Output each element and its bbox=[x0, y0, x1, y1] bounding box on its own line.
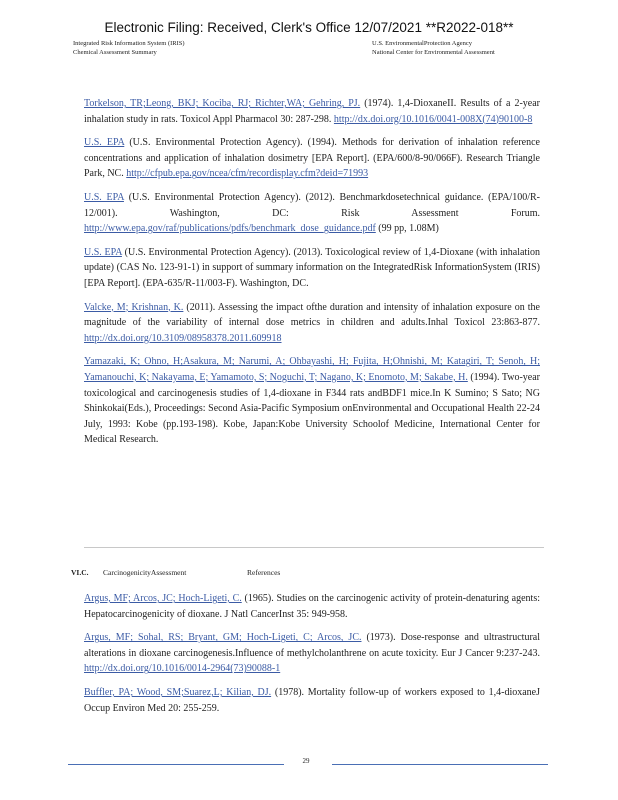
reference-entry bbox=[84, 630, 540, 677]
reference-url-link[interactable]: http://cfpub.epa.gov/ncea/cfm/recordisplay.cfm?deid=71993 bbox=[126, 168, 369, 180]
header-center: National Center for Environmental Assessment bbox=[372, 49, 495, 56]
section-divider bbox=[84, 547, 544, 548]
reference-list-bottom bbox=[84, 591, 540, 724]
section-number: VI.C. bbox=[71, 568, 89, 577]
reference-list-top bbox=[84, 96, 540, 456]
header-program: Integrated Risk Information System (IRIS) bbox=[73, 40, 185, 47]
section-heading bbox=[71, 568, 280, 577]
footer-rule-right bbox=[332, 764, 548, 765]
reference-text: (2011). Assessing the impact ofthe duration and intensity of inhalation exposure on the magnitude of the variability of internal dose metrics in children and adults.Inhal Toxicol 23:863-877. bbox=[84, 301, 540, 329]
reference-author-link[interactable]: Argus, MF; Arcos, JC; Hoch-Ligeti, C. bbox=[84, 593, 242, 604]
reference-text: (U.S. Environmental Protection Agency). (1994). Methods for derivation of inhalation reference concentrations and application of inhalation dosimetry [EPA Report]. (EPA/600/8-90/066F). Research Triangle Park, NC. bbox=[84, 137, 540, 180]
reference-entry bbox=[84, 591, 540, 622]
header-right bbox=[372, 39, 530, 57]
header-agency: U.S. EnvironmentalProtection Agency bbox=[372, 40, 473, 47]
filing-stamp: Electronic Filing: Received, Clerk's Office 12/07/2021 **R2022-018** bbox=[104, 20, 514, 35]
reference-doi-link[interactable]: http://dx.doi.org/10.1016/0014-2964(73)90088-1 bbox=[84, 663, 281, 675]
reference-entry bbox=[84, 245, 540, 292]
header-left bbox=[73, 39, 253, 57]
reference-doi-link[interactable]: http://dx.doi.org/10.3109/08958378.2011.609918 bbox=[84, 332, 282, 344]
reference-author-link[interactable]: U.S. EPA bbox=[84, 191, 124, 203]
reference-entry bbox=[84, 685, 540, 716]
reference-url-link[interactable]: http://www.epa.gov/raf/publications/pdfs/benchmark_dose_guidance.pdf bbox=[84, 223, 376, 235]
reference-entry bbox=[84, 96, 540, 127]
footer-rule-left bbox=[68, 764, 284, 765]
reference-text: (1965). Studies on the carcinogenic activity of protein-denaturing agents: Hepatocarcinogenicity of dioxane. J Natl CancerInst 35: 949-958. bbox=[84, 593, 540, 620]
reference-author-link[interactable]: U.S. EPA bbox=[84, 137, 125, 149]
reference-author-link[interactable]: U.S. EPA bbox=[84, 246, 122, 258]
reference-author-link[interactable]: Argus, MF; Sohal, RS; Bryant, GM; Hoch-Ligeti, C; Arcos, JC. bbox=[84, 632, 362, 644]
reference-entry bbox=[84, 354, 540, 448]
reference-text: (U.S. Environmental Protection Agency). (2012). Benchmarkdosetechnical guidance. (EPA/100/R-12/001). Washington, DC: Risk Assessment Forum. bbox=[84, 191, 540, 219]
reference-doi-link[interactable]: http://dx.doi.org/10.1016/0041-008X(74)90100-8 bbox=[333, 113, 533, 125]
header-doc-type: Chemical Assessment Summary bbox=[73, 49, 157, 56]
reference-text: (1994). Two-year toxicological and carcinogenesis studies of 1,4-dioxane in F344 rats andBDF1 mice.In K Sumino; S Sato; NG Shinkokai(Eds.), Proceedings: Second Asia-Pacific Symposium onEnvironmental and Occupational Health 22-24 July, 1993: Kobe (pp.193-198). Kobe, Japan:Kobe University Schoolof Medicine, International Center for Medical Research. bbox=[84, 371, 540, 446]
reference-author-link[interactable]: Torkelson, TR;Leong, BKJ; Kociba, RJ; Richter,WA; Gehring, PJ. bbox=[84, 98, 361, 109]
reference-text: (1974). 1,4-DioxaneII. Results of a 2-year inhalation study in rats. Toxicol Appl Pharmacol 30: 287-298. bbox=[84, 98, 541, 125]
reference-text: (U.S. Environmental Protection Agency). (2013). Toxicological review of 1,4-Dioxane (with inhalation update) (CAS No. 123-91-1) in support of summary information on the IntegratedRisk InformationSystem (IRIS) [EPA Report]. (EPA-635/R-11/003-F). Washington, DC. bbox=[84, 246, 540, 289]
reference-entry bbox=[84, 135, 540, 182]
reference-text: (1973). Dose-response and ultrastructural alterations in dioxane carcinogenesis.Influence of methylcholanthrene on acute toxicity. Eur J Cancer 9:237-243. bbox=[84, 632, 540, 659]
section-title: CarcinogenicityAssessment bbox=[103, 568, 187, 577]
section-label: References bbox=[247, 568, 281, 577]
reference-size-note: (99 pp, 1.08M) bbox=[375, 223, 439, 235]
reference-author-link[interactable]: Buffler, PA; Wood, SM;Suarez,L; Kilian, DJ. bbox=[84, 686, 272, 698]
reference-text: (1978). Mortality follow-up of workers exposed to 1,4-dioxaneJ Occup Environ Med 20: 255-259. bbox=[84, 686, 540, 714]
reference-entry bbox=[84, 190, 540, 237]
reference-author-link[interactable]: Yamazaki, K; Ohno, H;Asakura, M; Narumi, A; Ohbayashi, H; Fujita, H;Ohnishi, M; Katagiri, T; Senoh, H; Yamanouchi, K; Nakayama, E; Yamamoto, S; Noguchi, T; Nagano, K; Enomoto, M; Sakabe, H. bbox=[84, 356, 540, 383]
page-number: 29 bbox=[302, 757, 310, 765]
reference-author-link[interactable]: Valcke, M; Krishnan, K. bbox=[84, 301, 184, 313]
reference-entry bbox=[84, 300, 540, 347]
